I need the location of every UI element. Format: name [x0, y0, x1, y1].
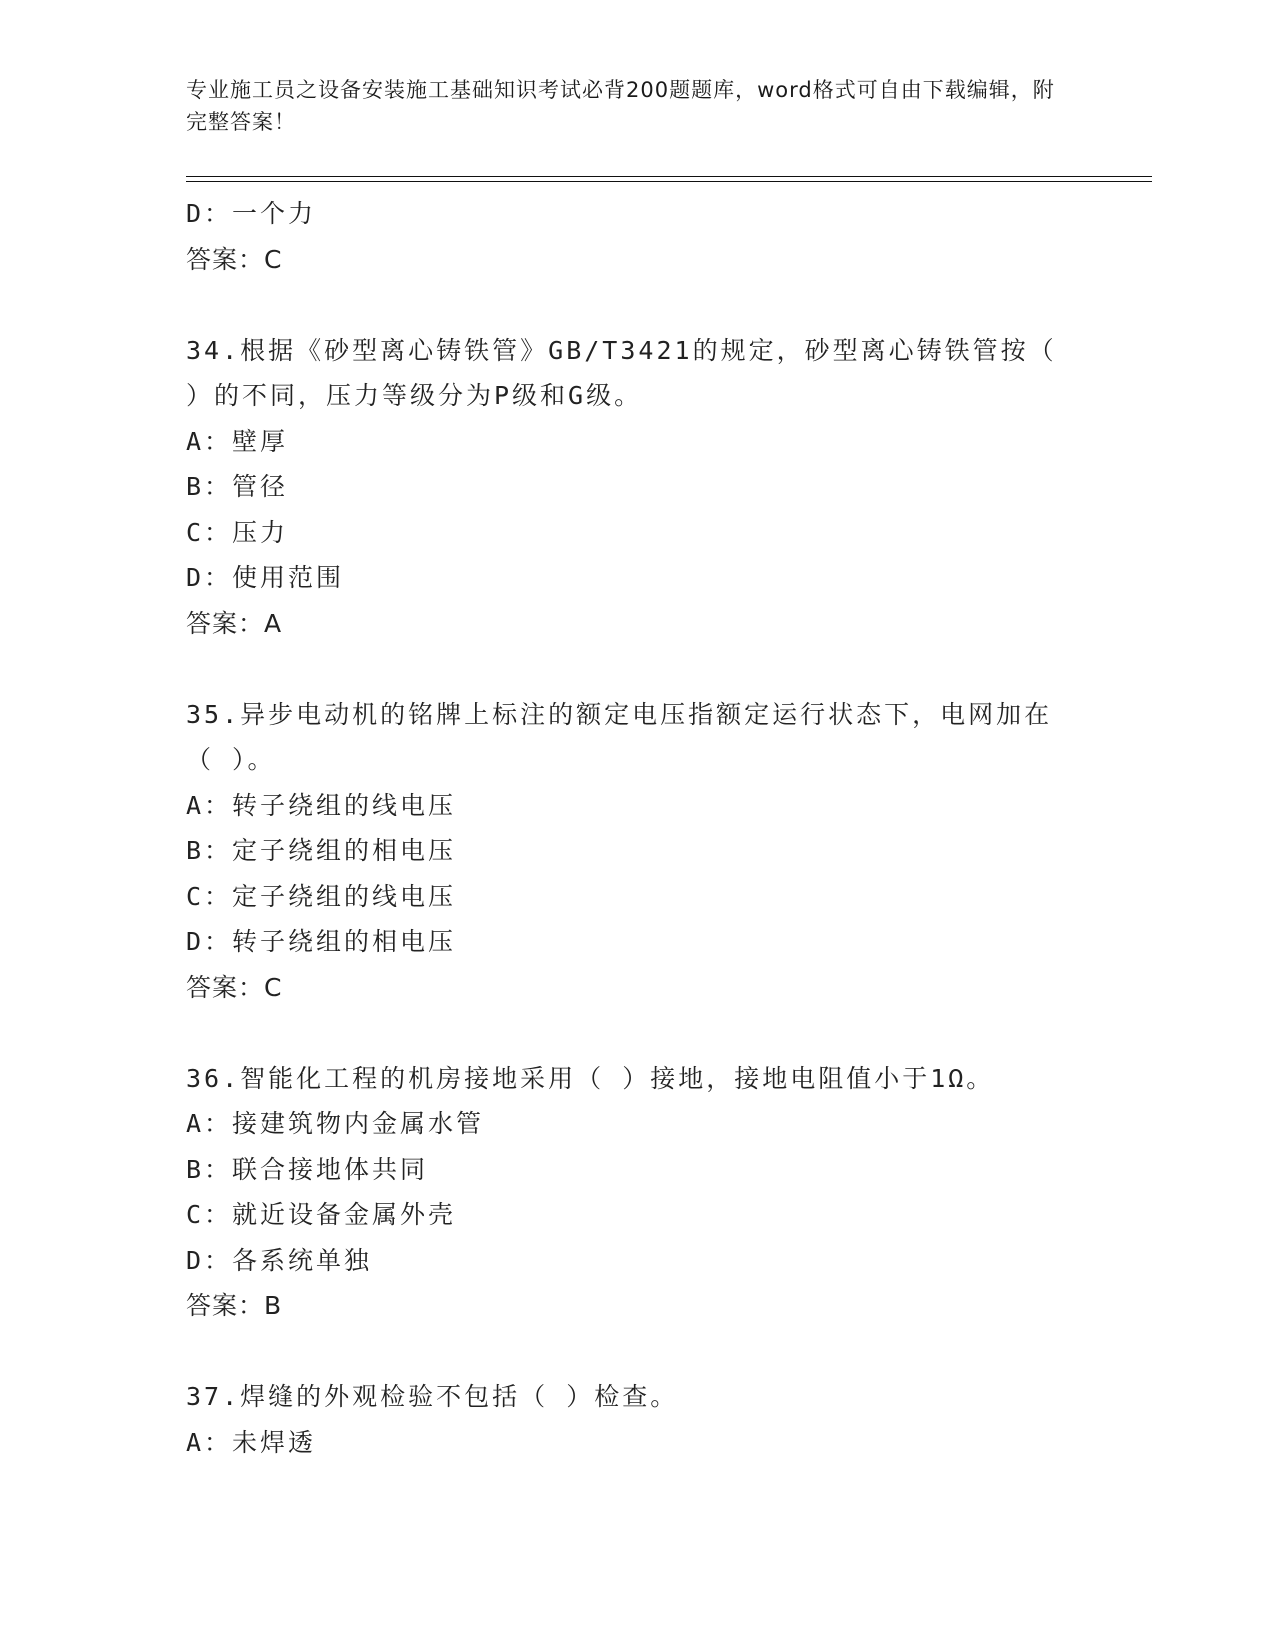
question-stem-35: 35.异步电动机的铭牌上标注的额定电压指额定运行状态下，电网加在（ ）。	[186, 699, 1053, 774]
option-c: C：压力	[186, 517, 289, 547]
answer-line: 答案：C	[186, 244, 283, 274]
question-stem-37: 37.焊缝的外观检验不包括（ ）检查。	[186, 1382, 679, 1411]
spacer	[186, 282, 1086, 328]
answer-line: 答案：C	[186, 972, 283, 1002]
option-c: C：就近设备金属外壳	[186, 1200, 457, 1229]
page-header: 专业施工员之设备安装施工基础知识考试必背200题题库，word格式可自由下载编辑，附完整答案！	[186, 78, 1055, 134]
header-divider-bottom	[186, 181, 1152, 182]
answer-line: 答案：B	[186, 1291, 283, 1320]
option-d: D：各系统单独	[186, 1245, 373, 1275]
option-a: A：未焊透	[186, 1427, 317, 1457]
option-c: C：定子绕组的线电压	[186, 881, 457, 911]
question-stem-36: 36.智能化工程的机房接地采用（ ）接地，接地电阻值小于1Ω。	[186, 1063, 995, 1093]
option-d: D：转子绕组的相电压	[186, 927, 457, 956]
option-d: D：使用范围	[186, 563, 345, 592]
document-body	[186, 191, 1086, 1465]
answer-line: 答案：A	[186, 608, 283, 638]
option-a: A：壁厚	[186, 426, 289, 456]
option-b: B：联合接地体共同	[186, 1154, 429, 1184]
option-b: B：管径	[186, 472, 289, 501]
spacer	[186, 1010, 1086, 1056]
spacer	[186, 1329, 1086, 1375]
option-b: B：定子绕组的相电压	[186, 836, 457, 865]
question-stem-34: 34.根据《砂型离心铸铁管》GB/T3421的规定，砂型离心铸铁管按（ ）的不同，压力等级分为P级和G级。	[186, 335, 1057, 410]
option-a: A：接建筑物内金属水管	[186, 1109, 485, 1138]
option-d: D：一个力	[186, 199, 317, 228]
header-divider-top	[186, 176, 1152, 177]
spacer	[186, 646, 1086, 692]
option-a: A：转子绕组的线电压	[186, 790, 457, 820]
